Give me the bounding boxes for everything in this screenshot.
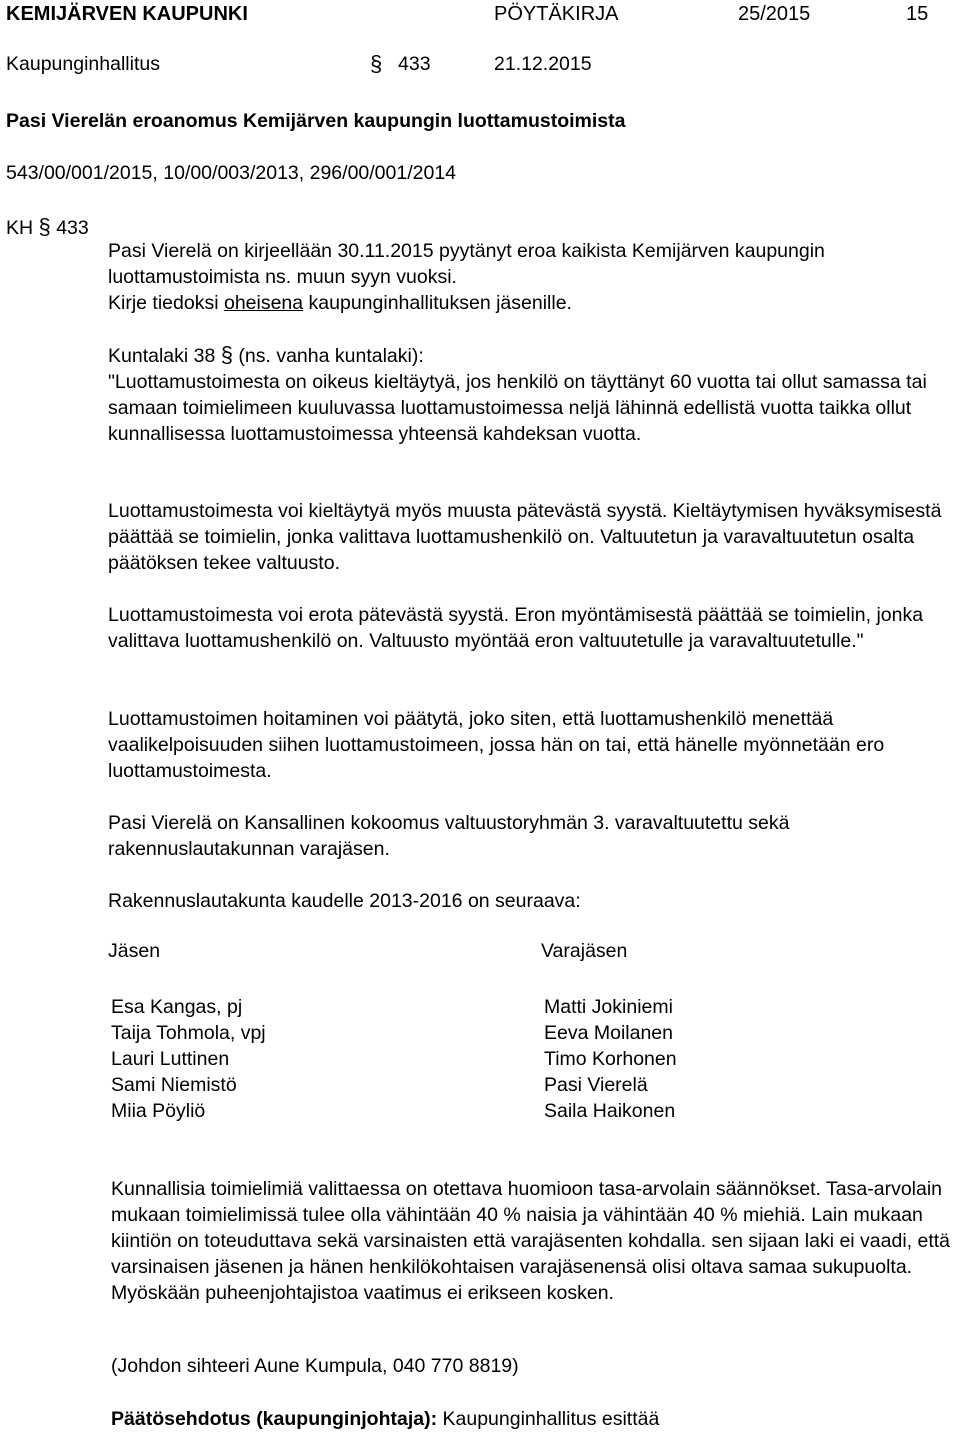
deputy-name: Timo Korhonen <box>544 1048 677 1070</box>
intro-paragraph <box>108 238 958 316</box>
document-type: PÖYTÄKIRJA <box>494 3 619 25</box>
diary-numbers: 543/00/001/2015, 10/00/003/2013, 296/00/001/2014 <box>6 162 457 184</box>
document-number: 25/2015 <box>738 3 811 25</box>
attachment-pre: Kirje tiedoksi <box>108 292 224 314</box>
column-header-deputy: Varajäsen <box>541 940 628 962</box>
board-intro: Rakennuslautakunta kaudelle 2013-2016 on seuraava: <box>108 890 581 912</box>
attachment-line <box>108 290 958 316</box>
kh-label <box>6 216 89 239</box>
deputy-name: Eeva Moilanen <box>544 1022 673 1044</box>
intro-text: Pasi Vierelä on kirjeellään 30.11.2015 pyytänyt eroa kaikista Kemijärven kaupungin luottamustoimista ns. muun syyn vuoksi. <box>108 240 825 288</box>
attachment-post: kaupunginhallituksen jäsenille. <box>303 292 572 314</box>
contact-info: (Johdon sihteeri Aune Kumpula, 040 770 8819) <box>111 1355 519 1377</box>
kh-number: 433 <box>56 217 89 239</box>
section-sign: § <box>370 51 383 76</box>
law-quote-3: Luottamustoimesta voi erota pätevästä syystä. Eron myöntämisestä päättää se toimielin, jonka valittava luottamushenkilö on. Valtuusto myöntää eron valtuutetulle ja varavaltuutetulle." <box>108 604 924 652</box>
ending-paragraph: Luottamustoimen hoitaminen voi päätytä, joko siten, että luottamushenkilö menettää vaalikelpoisuuden siihen luottamustoimeen, jossa hän on tai, että hänelle myönnetään ero luottamustoimesta. <box>108 708 885 782</box>
kh-prefix: KH <box>6 217 34 239</box>
equality-paragraph: Kunnallisia toimielimiä valittaessa on otettava huomioon tasa-arvolain säännökset. Tasa-arvolain mukaan toimielimissä tulee olla vähintään 40 % naisia ja vähintään 40 % miehiä. Lain mukaan kiintiön on toteuduttava sekä varsinaisten että varajäsenten kohdalla. sen sijaan laki ei vaadi, että varsinaisen jäsenen ja hänen henkilökohtaisen varajäsenensä olisi oltava samaa sukupuolta. Myöskään puheenjohtajistoa vaatimus ei erikseen kosken. <box>111 1178 951 1304</box>
member-name: Taija Tohmola, vpj <box>111 1022 266 1044</box>
meeting-date: 21.12.2015 <box>494 53 592 75</box>
member-name: Lauri Luttinen <box>111 1048 230 1070</box>
page-number: 15 <box>906 3 929 25</box>
member-name: Sami Niemistö <box>111 1074 237 1096</box>
law-reference <box>108 342 958 447</box>
member-name: Miia Pöyliö <box>111 1100 206 1122</box>
law-quote-2: Luottamustoimesta voi kieltäytyä myös muusta pätevästä syystä. Kieltäytymisen hyväksymisestä päättää se toimielin, jonka valittava luottamushenkilö on. Valtuutetun ja varavaltuutetun osalta päätöksen tekee valtuusto. <box>108 500 942 574</box>
law-quote-1: "Luottamustoimesta on oikeus kieltäytyä, jos henkilö on täyttänyt 60 vuotta tai ollut samassa tai samaan toimielimeen kuuluvassa luottamustoimessa neljä lähinnä edellistä vuotta taikka ollut kunnallisessa luottamustoimessa yhteensä kahdeksan vuotta. <box>108 371 927 445</box>
member-list <box>111 994 266 1124</box>
column-header-member: Jäsen <box>108 940 161 962</box>
proposal-label: Päätösehdotus (kaupunginjohtaja): <box>111 1408 438 1430</box>
law-ref-pre: Kuntalaki 38 <box>108 345 221 367</box>
governing-body: Kaupunginhallitus <box>6 53 160 75</box>
deputy-name: Saila Haikonen <box>544 1100 676 1122</box>
law-ref-sign: § <box>220 342 233 367</box>
decision-proposal <box>111 1410 659 1430</box>
law-ref-post: (ns. vanha kuntalaki): <box>233 345 424 367</box>
law-reference-heading <box>108 342 958 369</box>
proposal-text: Kaupunginhallitus esittää <box>437 1408 660 1430</box>
party-paragraph: Pasi Vierelä on Kansallinen kokoomus valtuustoryhmän 3. varavaltuutettu sekä rakennuslautakunnan varajäsen. <box>108 812 790 860</box>
item-title: Pasi Vierelän eroanomus Kemijärven kaupungin luottamustoimista <box>6 110 626 132</box>
section-number: 433 <box>398 53 431 75</box>
kh-section-sign: § <box>38 214 51 239</box>
municipality-name: KEMIJÄRVEN KAUPUNKI <box>6 3 248 25</box>
member-name: Esa Kangas, pj <box>111 996 243 1018</box>
deputy-name: Matti Jokiniemi <box>544 996 673 1018</box>
attachment-link[interactable]: oheisena <box>223 292 304 314</box>
deputy-list <box>544 994 677 1124</box>
deputy-name: Pasi Vierelä <box>544 1074 648 1096</box>
